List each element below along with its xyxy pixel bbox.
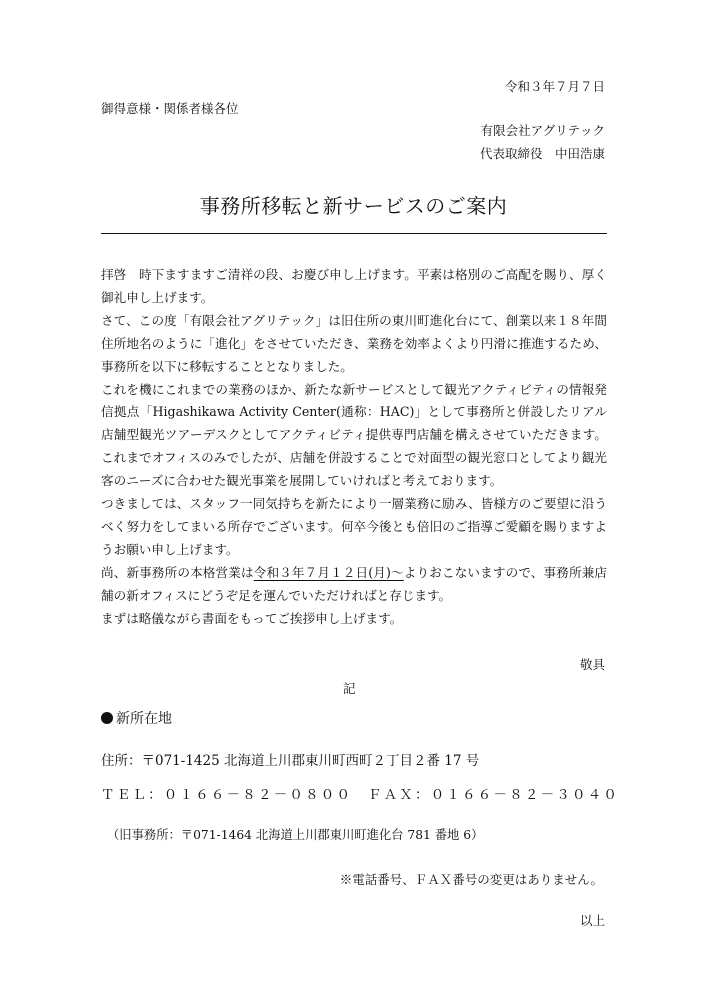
opening-date: 令和３年７月１２日(月)～ xyxy=(253,564,404,580)
paragraph-closing-remark: まずは略儀ながら書面をもってご挨拶申し上げます。 xyxy=(101,610,403,626)
opening-lead: 尚、新事務所の本格営業は xyxy=(101,564,254,580)
paragraph-greeting: 拝啓 時下ますますご清祥の段、お慶び申し上げます。平素は格別のご高配を賜り、厚く御礼申し上げます。 xyxy=(101,267,607,305)
end-marker: 以上 xyxy=(579,913,605,928)
paragraph-new-service: これを機にこれまでの業務のほか、新たな新サービスとして観光アクティビティの情報発信拠点「Higashikawa Activity Center(通称：HAC)」として事務所と併設したリアル店舗型観光ツアーデスクとしてアクティビティ提供専門店舗を構えさせていただきます。これまでオフィスのみでしたが、店舗を併設することで対面型の観光窓口としてより観光客のニーズに合わせた観光事業を展開していければと考えております。 xyxy=(101,381,607,489)
bullet-icon xyxy=(101,712,113,724)
addressee: 御得意様・関係者様各位 xyxy=(101,101,239,116)
paragraph-opening xyxy=(101,562,607,608)
letter-date: 令和３年７月７日 xyxy=(504,79,605,94)
letter-body xyxy=(101,264,607,631)
closing-keigu: 敬具 xyxy=(579,657,605,672)
ki-marker: 記 xyxy=(343,681,356,696)
title-divider xyxy=(101,233,607,234)
new-address: 住所：〒071-1425 北海道上川郡東川町西町２丁目２番 17 号 xyxy=(101,753,480,769)
contact-note: ※電話番号、ＦＡＸ番号の変更はありません。 xyxy=(339,872,603,887)
paragraph-commitment: つきましては、スタッフ一同気持ちを新たにより一層業務に励み、皆様方のご要望に沿うべく努力をしてまいる所存でございます。何卒今後とも倍旧のご指導ご愛顧を賜りますようお願い申し上げます。 xyxy=(101,496,607,557)
section-heading: 新所在地 xyxy=(116,711,172,727)
paragraph-relocation: さて、この度「有限会社アグリテック」は旧住所の東川町進化台にて、創業以来１８年間住所地名のように「進化」をさせていただき、業務を効率よくより円滑に推進するため、事務所を以下に移転することとなりました。 xyxy=(101,312,607,374)
opening-rest: よりおこないますので、事務所兼店舗の新オフィスにどうぞ足を運んでいただければと存じます。 xyxy=(101,564,608,603)
sender-company: 有限会社アグリテック xyxy=(480,123,605,138)
sender-representative: 代表取締役 中田浩康 xyxy=(479,146,605,161)
document-title: 事務所移転と新サービスのご案内 xyxy=(199,194,508,218)
old-address: （旧事務所：〒071-1464 北海道上川郡東川町進化台 781 番地 6） xyxy=(107,828,484,842)
section-new-location xyxy=(101,708,172,728)
tel-fax: ＴＥＬ：０１６６－８２－０８００ ＦＡＸ：０１６６－８２－３０４０ xyxy=(101,787,620,803)
